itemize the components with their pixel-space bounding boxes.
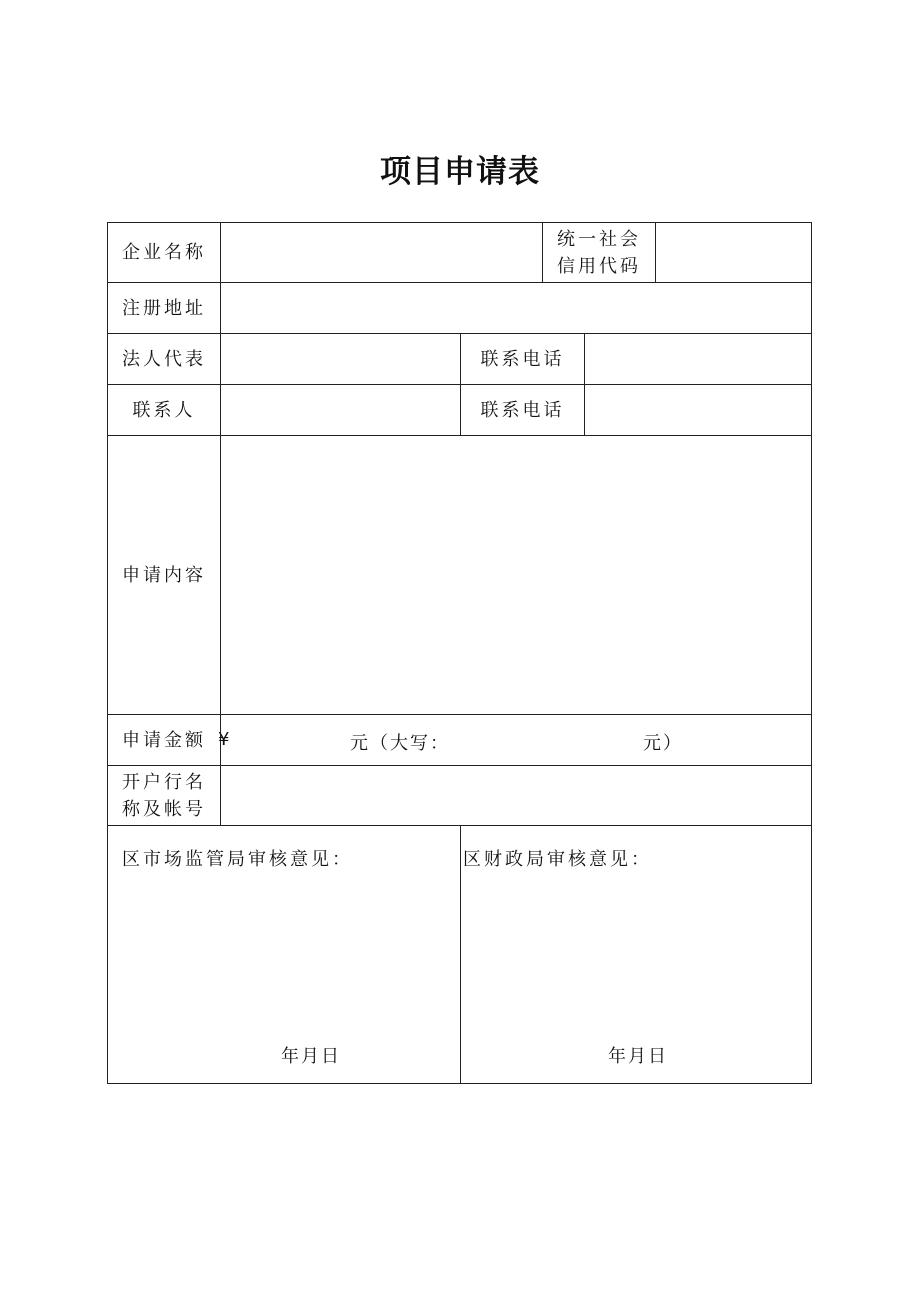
- finance-bureau-opinion-label: 区财政局审核意见：: [463, 849, 652, 870]
- field-credit-code[interactable]: [656, 223, 811, 282]
- label-credit-code: 统一社会信用代码: [557, 228, 641, 277]
- field-bank[interactable]: [221, 766, 811, 825]
- label-bank: 开户行名称及帐号: [122, 771, 206, 820]
- field-contact[interactable]: [221, 385, 460, 435]
- label-amount: 申请金额: [122, 729, 206, 751]
- amount-upper-label: 元（大写：: [350, 733, 450, 754]
- date-left: 年月日: [281, 1046, 341, 1067]
- page-title: 项目申请表: [380, 154, 540, 190]
- label-contact: 联系人: [132, 399, 196, 421]
- field-legal-rep[interactable]: [221, 334, 460, 384]
- amount-close-label: 元）: [643, 733, 683, 754]
- field-phone-1[interactable]: [585, 334, 811, 384]
- field-phone-2[interactable]: [585, 385, 811, 435]
- label-company-name: 企业名称: [122, 242, 206, 263]
- label-phone-1: 联系电话: [480, 348, 565, 370]
- field-content[interactable]: [221, 436, 811, 714]
- market-bureau-opinion-label: 区市场监管局审核意见：: [122, 849, 353, 870]
- field-company-name[interactable]: [221, 223, 542, 282]
- label-reg-address: 注册地址: [122, 297, 206, 319]
- yen-symbol: ¥: [218, 729, 232, 750]
- label-content: 申请内容: [122, 564, 206, 586]
- field-amount[interactable]: [221, 715, 811, 765]
- label-phone-2: 联系电话: [480, 399, 565, 421]
- label-legal-rep: 法人代表: [122, 348, 206, 370]
- field-reg-address[interactable]: [221, 283, 811, 333]
- date-right: 年月日: [608, 1046, 668, 1067]
